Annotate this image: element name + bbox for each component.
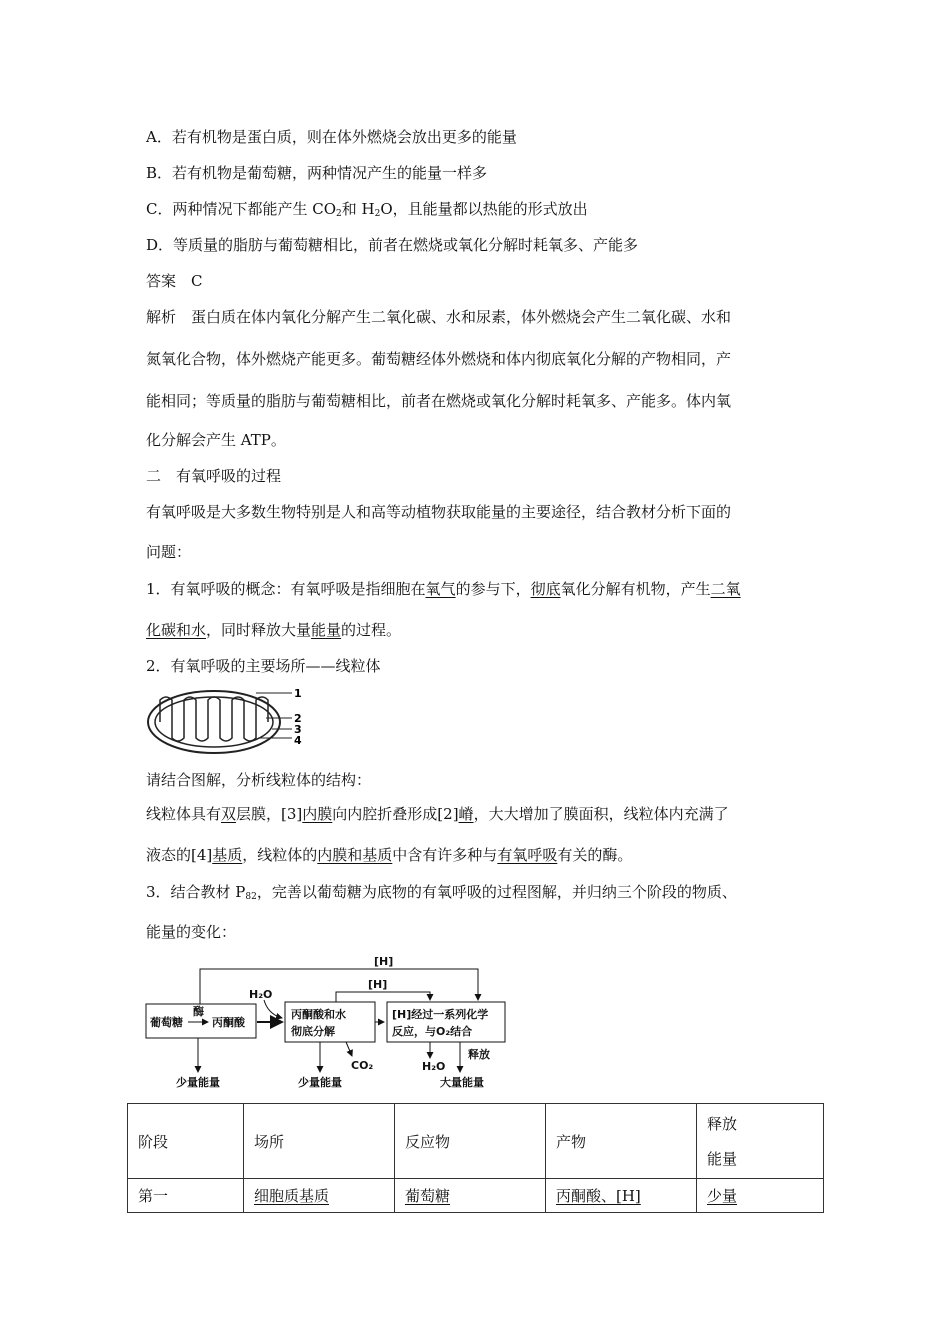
option-b: B．若有机物是葡萄糖，两种情况产生的能量一样多: [146, 164, 488, 182]
header-energy: 释放 能量: [697, 1104, 824, 1179]
mito-label-3: 3: [294, 723, 302, 736]
mito-label-2: 2: [294, 712, 302, 725]
item-3-line-1: 3．结合教材 $P_{82}$，完善以葡萄糖为底物的有氧呼吸的过程图解，并归纳三个阶段的物质、: [146, 883, 737, 902]
cell-stage: 第一: [128, 1179, 244, 1213]
structure-line-2: 液态的[4]基质，线粒体的内膜和基质中含有许多种与有氧呼吸有关的酶。: [146, 846, 633, 864]
pyruvate-label: 丙酮酸: [212, 1016, 245, 1029]
mitochondrion-diagram: [146, 686, 306, 758]
table-header-row: [128, 1104, 824, 1179]
energy-3-label: 大量能量: [440, 1076, 484, 1089]
option-a: A．若有机物是蛋白质，则在体外燃烧会放出更多的能量: [146, 128, 517, 146]
item-1-line-2: 化碳和水，同时释放大量能量的过程。: [146, 621, 402, 639]
respiration-flow-diagram: [140, 952, 520, 1094]
energy-1-label: 少量能量: [176, 1076, 220, 1089]
option-c: C．两种情况下都能产生 $CO_2$和 $H_2O$，且能量都以热能的形式放出: [146, 200, 588, 219]
box3-line-1: [H]经过一系列化学: [392, 1008, 489, 1021]
box2-line-2: 彻底分解: [291, 1025, 335, 1038]
item-1-line-1: 1．有氧呼吸的概念：有氧呼吸是指细胞在氧气的参与下，彻底氧化分解有机物，产生二氧: [146, 580, 741, 598]
stage-table: [127, 1103, 824, 1213]
header-site: 场所: [244, 1104, 395, 1179]
mito-label-4: 4: [294, 734, 302, 747]
intro-line-2: 问题：: [146, 543, 192, 561]
h-top-label: [H]: [374, 955, 394, 968]
analysis-line-3: 能相同；等质量的脂肪与葡萄糖相比，前者在燃烧或氧化分解时耗氧多、产能多。体内氧: [146, 392, 732, 410]
analysis-line-2: 氮氧化合物，体外燃烧产能更多。葡萄糖经体外燃烧和体内彻底氧化分解的产物相同，产: [146, 350, 732, 368]
enzyme-label: 酶: [193, 1005, 204, 1018]
cell-site: 细胞质基质: [244, 1179, 395, 1213]
header-reactant: 反应物: [395, 1104, 546, 1179]
h-mid-label: [H]: [368, 978, 388, 991]
table-row: [128, 1179, 824, 1213]
item-3-line-2: 能量的变化：: [146, 923, 237, 941]
h2o-out-label: H₂O: [422, 1060, 446, 1073]
co2-label: CO₂: [351, 1059, 374, 1072]
analysis-line-1: 解析 蛋白质在体内氧化分解产生二氧化碳、水和尿素，体外燃烧会产生二氧化碳、水和: [146, 308, 732, 326]
cell-product: 丙酮酸、[H]: [546, 1179, 697, 1213]
structure-line-1: 线粒体具有双层膜，[3]内膜向内腔折叠形成[2]嵴，大大增加了膜面积，线粒体内充满了: [146, 805, 729, 823]
cell-reactant: 葡萄糖: [395, 1179, 546, 1213]
section-title: 二 有氧呼吸的过程: [146, 467, 282, 485]
intro-line-1: 有氧呼吸是大多数生物特别是人和高等动植物获取能量的主要途径，结合教材分析下面的: [146, 503, 732, 521]
box2-line-1: 丙酮酸和水: [291, 1008, 346, 1021]
header-stage: 阶段: [128, 1104, 244, 1179]
diagram-prompt: 请结合图解，分析线粒体的结构：: [146, 771, 372, 789]
analysis-line-4: 化分解会产生 ATP。: [146, 431, 286, 449]
release-label: 释放: [468, 1048, 490, 1061]
h2o-in-label: H₂O: [249, 988, 273, 1001]
option-d: D．等质量的脂肪与葡萄糖相比，前者在燃烧或氧化分解时耗氧多、产能多: [146, 236, 639, 254]
energy-2-label: 少量能量: [298, 1076, 342, 1089]
header-product: 产物: [546, 1104, 697, 1179]
box3-line-2: 反应，与O₂结合: [392, 1025, 473, 1038]
mito-label-1: 1: [294, 687, 302, 700]
glucose-label: 葡萄糖: [150, 1016, 183, 1029]
cell-energy: 少量: [697, 1179, 824, 1213]
answer: 答案 C: [146, 272, 203, 290]
item-2-title: 2．有氧呼吸的主要场所——线粒体: [146, 657, 381, 675]
